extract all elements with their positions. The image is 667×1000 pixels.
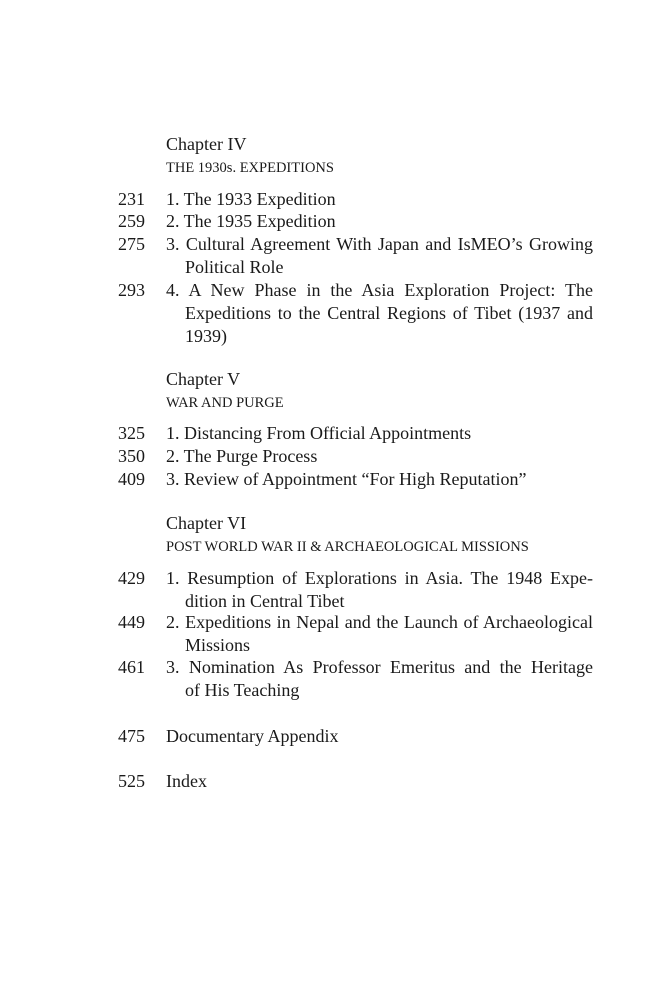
entry-text (166, 468, 593, 491)
entry-line: 2. The 1935 Expedition (166, 211, 336, 231)
chapter-heading (166, 512, 529, 557)
page-number: 231 (118, 189, 145, 209)
page-number: 449 (118, 612, 145, 632)
entry-text (166, 210, 593, 233)
entry-line: dition in Central Tibet (185, 591, 345, 611)
entry-line: Missions (185, 635, 251, 655)
chapter-title: WAR AND PURGE (166, 395, 284, 411)
entry-text (166, 279, 593, 348)
entry-text (166, 725, 593, 748)
page-number: 475 (118, 726, 145, 746)
entry-line: Expeditions to the Central Regions of Tibet (1937 and (185, 303, 593, 323)
entry-text (166, 445, 593, 468)
entry-text (166, 770, 593, 793)
page-number: 409 (118, 469, 145, 489)
page-number: 461 (118, 657, 145, 677)
entry-line: Documentary Appendix (166, 726, 339, 746)
chapter-heading (166, 133, 334, 178)
entry-line: 1. Resumption of Explorations in Asia. The 1948 Expe- (166, 568, 593, 588)
entry-line: 3. Review of Appointment “For High Reputation” (166, 469, 527, 489)
entry-line: 3. Cultural Agreement With Japan and IsMEO’s Growing (166, 234, 593, 254)
page-number: 350 (118, 446, 145, 466)
entry-text (166, 188, 593, 211)
entry-line: of His Teaching (185, 680, 300, 700)
entry-line: 3. Nomination As Professor Emeritus and the Heritage (166, 657, 593, 677)
entry-line: Index (166, 771, 207, 791)
chapter-label: Chapter VI (166, 513, 247, 533)
entry-line: 4. A New Phase in the Asia Exploration Project: The (166, 280, 593, 300)
page-number: 275 (118, 234, 145, 254)
entry-text (166, 656, 593, 702)
entry-text (166, 233, 593, 279)
entry-line: 1939) (185, 326, 227, 346)
page-number: 325 (118, 423, 145, 443)
chapter-title: POST WORLD WAR II & ARCHAEOLOGICAL MISSIONS (166, 539, 529, 555)
chapter-title: THE 1930s. EXPEDITIONS (166, 160, 334, 176)
chapter-label: Chapter V (166, 369, 241, 389)
entry-line: 2. The Purge Process (166, 446, 318, 466)
chapter-label: Chapter IV (166, 134, 247, 154)
entry-text (166, 567, 593, 613)
entry-text (166, 422, 593, 445)
entry-text (166, 611, 593, 657)
page-number: 259 (118, 211, 145, 231)
page-number: 429 (118, 568, 145, 588)
page-number: 293 (118, 280, 145, 300)
page-number: 525 (118, 771, 145, 791)
entry-line: 1. The 1933 Expedition (166, 189, 336, 209)
entry-line: 2. Expeditions in Nepal and the Launch of Archaeological (166, 612, 593, 632)
entry-line: Political Role (185, 257, 284, 277)
chapter-heading (166, 368, 284, 413)
entry-line: 1. Distancing From Official Appointments (166, 423, 472, 443)
